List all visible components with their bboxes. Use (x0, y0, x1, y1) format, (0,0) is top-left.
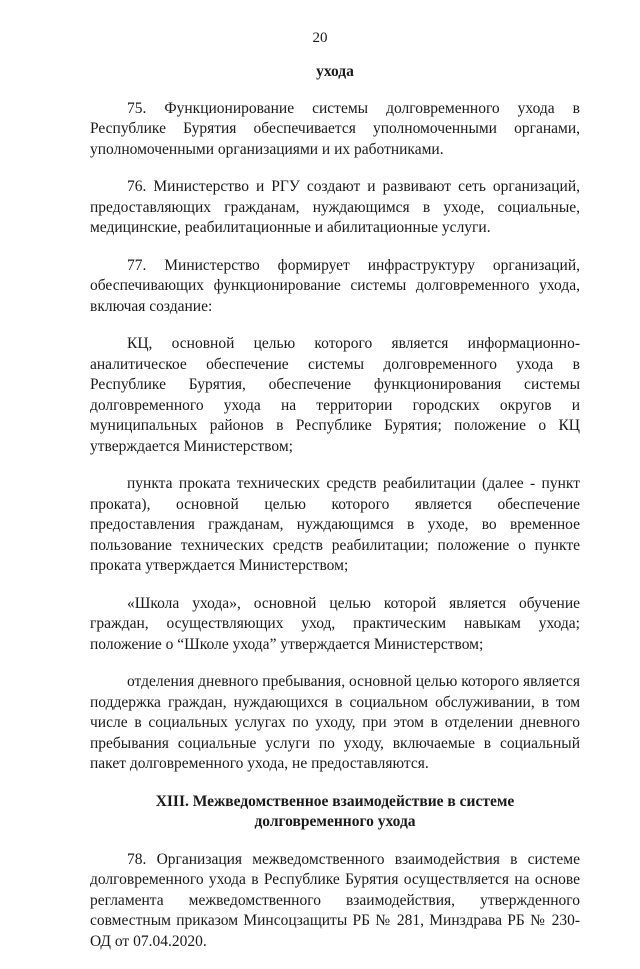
paragraph-kc: КЦ, основной целью которого является информационно-аналитическое обеспечение системы долговременного ухода в Республике Бурятия, обеспечение функционирования системы долговременного ухода на территории городских округов и муниципальных районов в Республике Бурятия; положение о КЦ утверждается Министерством; (90, 335, 580, 455)
paragraph-care-school: «Школа ухода», основной целью которой является обучение граждан, осуществляющих уход, практическим навыкам ухода; положение о “Школе ухода” утверждается Министерством; (90, 594, 580, 653)
page-content (90, 62, 580, 969)
paragraph-77: 77. Министерство формирует инфраструктуру организаций, обеспечивающих функционирование системы долговременного ухода, включая создание: (90, 256, 580, 315)
paragraph-75: 75. Функционирование системы долговременного ухода в Республике Бурятия обеспечивается уполномоченными органами, уполномоченными организациями и их работниками. (90, 99, 580, 158)
section-heading-continuation: ухода (316, 63, 354, 80)
section-title (90, 792, 580, 833)
paragraph-rental-point: пункта проката технических средств реабилитации (далее - пункт проката), основной целью которого является обеспечение предоставления гражданам, нуждающимся в уходе, во временное пользование технических средств реабилитации; положение о пункте проката утверждается Министерством; (90, 475, 580, 574)
page-number: 20 (312, 30, 328, 46)
paragraph-day-care-unit: отделения дневного пребывания, основной целью которого является поддержка граждан, нуждающихся в социальном обслуживании, в том числе в социальных услугах по уходу, при этом в отделении дневного пребывания социальные услуги по уходу, включаемые в социальный пакет долговременного ухода, не предоставляются. (90, 673, 580, 772)
section-title-line-2: долговременного ухода (254, 813, 416, 830)
paragraph-76: 76. Министерство и РГУ создают и развивают сеть организаций, предоставляющих гражданам, нуждающимся в уходе, социальные, медицинские, реабилитационные и абилитационные услуги. (90, 178, 580, 236)
paragraph-78: 78. Организация межведомственного взаимодействия в системе долговременного ухода в Республике Бурятия осуществляется на основе регламента межведомственного взаимодействия, утвержденного совместным приказом Минсоцзащиты РБ № 281, Минздрава РБ № 230-ОД от 07.04.2020. (90, 850, 580, 950)
section-title-line-1: XIII. Межведомственное взаимодействие в системе (155, 792, 515, 810)
